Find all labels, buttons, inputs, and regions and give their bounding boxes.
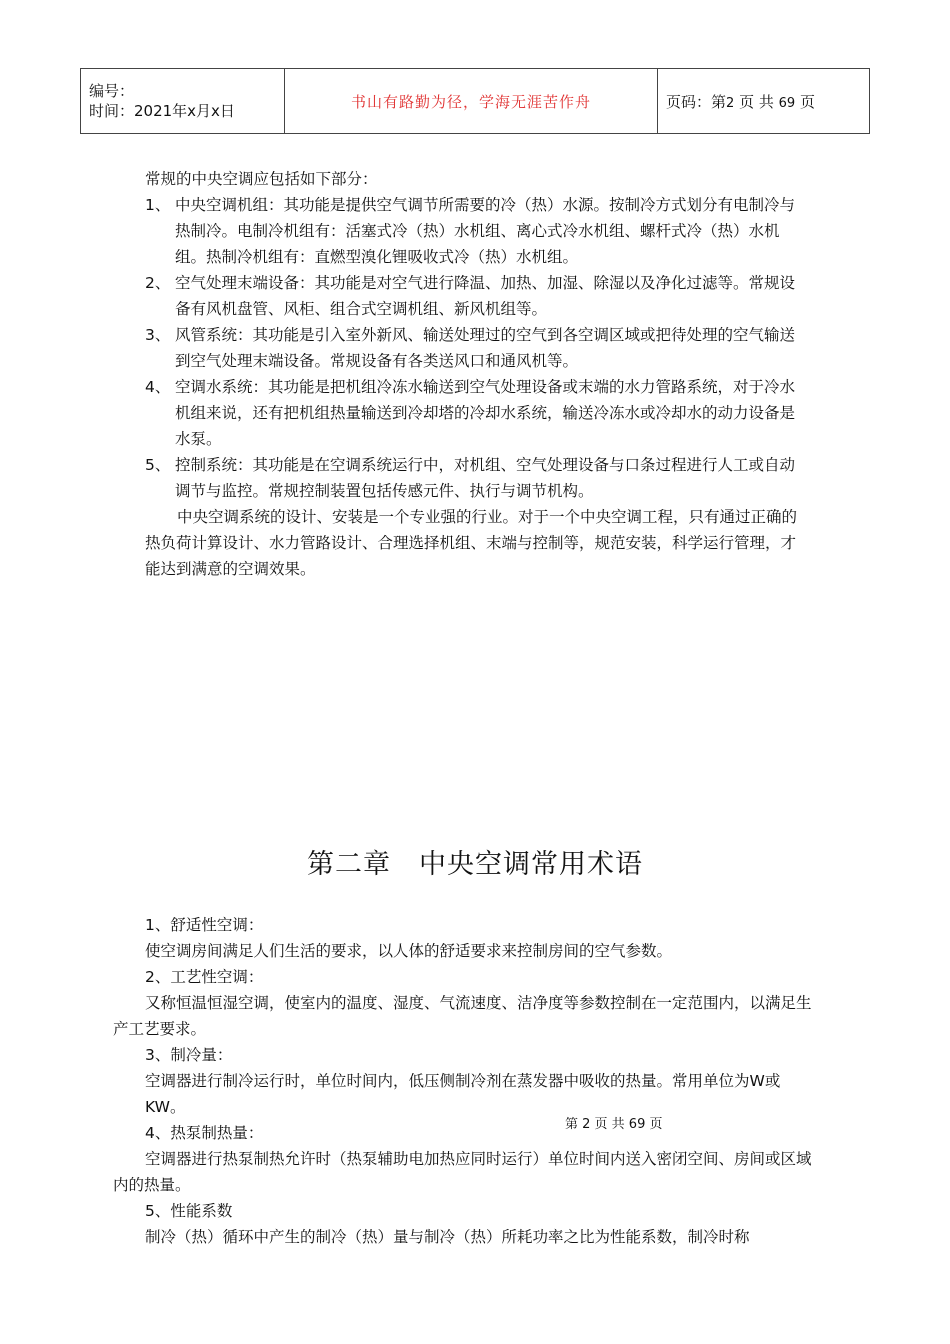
header-meta xyxy=(81,69,285,134)
header-page-info xyxy=(658,69,870,134)
header-motto: 书山有路勤为径，学海无涯苦作舟 xyxy=(285,69,658,134)
term-definition: 使空调房间满足人们生活的要求，以人体的舒适要求来控制房间的空气参数。 xyxy=(145,942,673,960)
page-prefix: 页码：第 xyxy=(666,92,727,111)
term-definition: 空调器进行制冷运行时，单位时间内，低压侧制冷剂在蒸发器中吸收的热量。常用单位为W或KW。 xyxy=(145,1072,781,1116)
list-item-text: 控制系统：其功能是在空调系统运行中，对机组、空气处理设备与口条过程进行人工或自动调节与监控。常规控制装置包括传感元件、执行与调节机构。 xyxy=(175,456,796,500)
page-footer: 第 2 页 共 69 页 xyxy=(565,1117,663,1132)
list-item-text: 空气处理末端设备：其功能是对空气进行降温、加热、加湿、除湿以及净化过滤等。常规设备有风机盘管、风柜、组合式空调机组、新风机组等。 xyxy=(175,274,796,318)
list-item-text: 风管系统：其功能是引入室外新风、输送处理过的空气到各空调区域或把待处理的空气输送到空气处理末端设备。常规设备有各类送风口和通风机等。 xyxy=(175,326,796,370)
term-title: 2、工艺性空调： xyxy=(145,968,264,986)
list-item xyxy=(145,452,810,504)
page-total: 69 xyxy=(778,95,796,111)
list-item-index: 2、 xyxy=(145,274,171,292)
chapter-title: 第二章 中央空调常用术语 xyxy=(307,849,643,880)
term-title: 1、舒适性空调： xyxy=(145,916,264,934)
term-title: 5、性能系数 xyxy=(145,1202,233,1220)
list-item xyxy=(145,374,810,452)
page-suffix: 页 xyxy=(799,92,815,111)
intro-section xyxy=(145,166,810,582)
intro-closing: 中央空调系统的设计、安装是一个专业强的行业。对于一个中央空调工程，只有通过正确的热负荷计算设计、水力管路设计、合理选择机组、末端与控制等，规范安装，科学运行管理，才能达到满意的空调效果。 xyxy=(145,508,798,578)
list-item-text: 中央空调机组：其功能是提供空气调节所需要的冷（热）水源。按制冷方式划分有电制冷与热制冷。电制冷机组有：活塞式冷（热）水机组、离心式冷水机组、螺杆式冷（热）水机组。热制冷机组有：直燃型溴化锂吸收式冷（热）水机组。 xyxy=(175,196,796,266)
list-item xyxy=(145,192,810,270)
term-title: 3、制冷量： xyxy=(145,1046,233,1064)
time-label: 时间：2021年x月x日 xyxy=(89,102,235,120)
list-item xyxy=(145,270,810,322)
list-item-index: 4、 xyxy=(145,378,171,396)
intro-lead: 常规的中央空调应包括如下部分： xyxy=(145,170,378,188)
term-definition: 制冷（热）循环中产生的制冷（热）量与制冷（热）所耗功率之比为性能系数，制冷时称 xyxy=(145,1228,750,1246)
list-item-text: 空调水系统：其功能是把机组冷冻水输送到空气处理设备或末端的水力管路系统，对于冷水机组来说，还有把机组热量输送到冷却塔的冷却水系统，输送冷冻水或冷却水的动力设备是水泵。 xyxy=(175,378,796,448)
list-item-index: 1、 xyxy=(145,196,171,214)
term-definition: 又称恒温恒湿空调，使室内的温度、湿度、气流速度、洁净度等参数控制在一定范围内，以满足生产工艺要求。 xyxy=(113,994,812,1038)
list-item xyxy=(145,322,810,374)
serial-label: 编号： xyxy=(89,82,135,100)
page-number: 2 xyxy=(726,95,735,111)
page-mid: 页 共 xyxy=(739,92,774,111)
list-item-index: 3、 xyxy=(145,326,171,344)
term-definition: 空调器进行热泵制热允许时（热泵辅助电加热应同时运行）单位时间内送入密闭空间、房间或区域内的热量。 xyxy=(113,1150,812,1194)
term-title: 4、热泵制热量： xyxy=(145,1124,264,1142)
list-item-index: 5、 xyxy=(145,456,171,474)
page-header xyxy=(80,68,870,134)
terms-section xyxy=(113,912,813,1250)
